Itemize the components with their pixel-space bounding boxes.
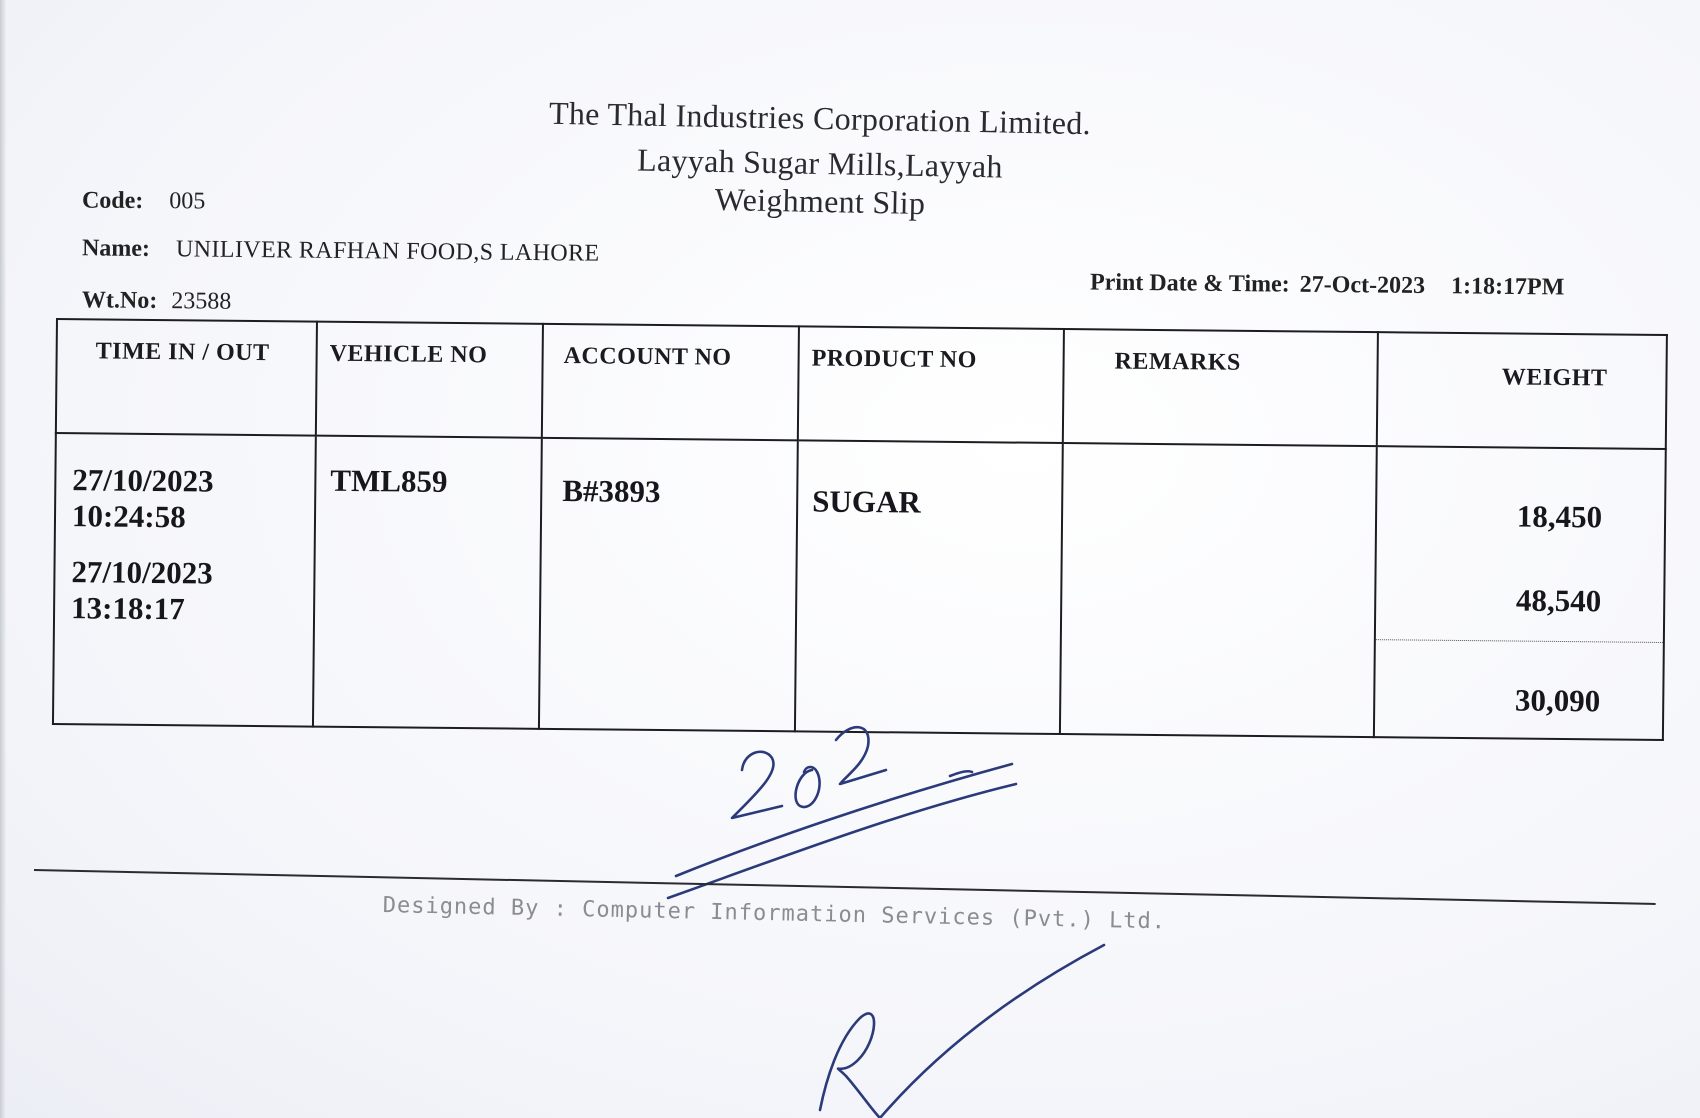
time-cell (53, 433, 316, 727)
weight-cell (1374, 446, 1666, 740)
header-product-no: PRODUCT NO (798, 326, 1064, 443)
time-in-date: 27/10/2023 (72, 462, 214, 499)
print-time: 1:18:17PM (1450, 273, 1565, 301)
header-vehicle-no: VEHICLE NO (316, 322, 543, 438)
second-weight: 48,540 (1515, 582, 1602, 619)
weight-separator (1376, 639, 1663, 643)
vehicle-no-cell: TML859 (313, 436, 542, 729)
header-weight: WEIGHT (1377, 332, 1667, 449)
first-weight: 18,450 (1516, 498, 1603, 535)
table-header-row (56, 319, 1667, 449)
net-weight: 30,090 (1514, 682, 1601, 719)
header-account-no: ACCOUNT NO (542, 324, 799, 441)
time-out-date: 27/10/2023 (71, 554, 213, 591)
paper-edge (0, 0, 6, 1118)
name-field (82, 235, 600, 267)
name-label: Name: (81, 235, 151, 263)
code-value: 005 (169, 188, 206, 215)
product-no-cell: SUGAR (795, 440, 1063, 734)
designed-by-footer: Designed By : Computer Information Services (Pvt.) Ltd. (382, 893, 1167, 935)
print-label: Print Date & Time: (1089, 269, 1290, 298)
time-in-time: 10:24:58 (71, 498, 186, 535)
weighment-table (52, 318, 1668, 741)
company-name: The Thal Industries Corporation Limited. (548, 94, 1092, 142)
slip-title: Weighment Slip (714, 180, 926, 222)
print-datetime-field (1090, 270, 1565, 302)
wt-no-value: 23588 (171, 288, 232, 315)
code-label: Code: (81, 187, 144, 214)
print-date: 27-Oct-2023 (1299, 271, 1426, 300)
header-remarks: REMARKS (1063, 329, 1378, 446)
table-row (53, 433, 1666, 740)
name-value: UNILIVER RAFHAN FOOD,S LAHORE (175, 236, 600, 267)
account-no-cell: B#3893 (539, 438, 798, 732)
mill-name: Layyah Sugar Mills,Layyah (636, 141, 1004, 185)
time-out-time: 13:18:17 (70, 590, 185, 627)
wt-no-field (82, 287, 232, 316)
weighment-table-wrapper (52, 318, 1666, 741)
wt-no-label: Wt.No: (81, 287, 158, 315)
remarks-cell (1060, 443, 1377, 737)
code-field (82, 188, 206, 216)
header-time-in-out: TIME IN / OUT (56, 319, 317, 436)
